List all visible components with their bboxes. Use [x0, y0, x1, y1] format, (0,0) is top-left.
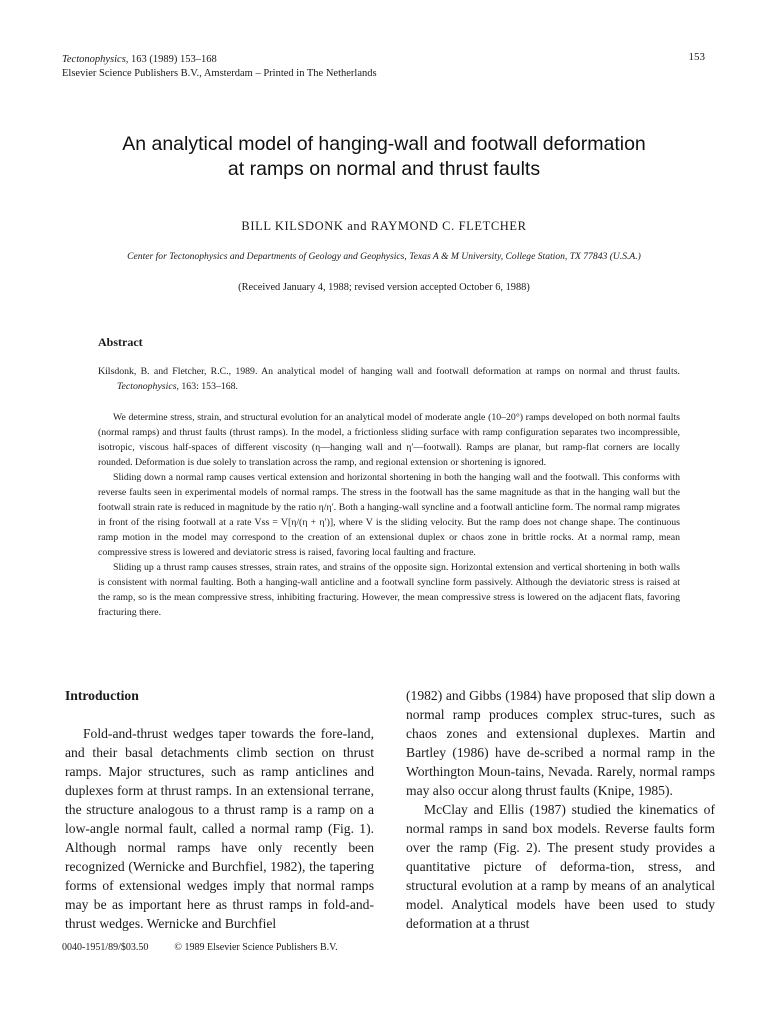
- body-paragraph: Fold-and-thrust wedges taper towards the fore-land, and their basal detachments climb section on thrust ramps. Major structures, such as ramp anticlines and duplexes form at thrust ramps. In an extensional terrane, the structure analogous to a thrust ramp is a ramp on a low-angle normal fault, called a normal ramp (Fig. 1). Although normal ramps have only recently been recognized (Wernicke and Burchfiel, 1982), the tapering forms of extensional wedges imply that normal ramps may be as important here as thrust ramps in fold-and-thrust wedges. Wernicke and Burchfiel: [65, 726, 374, 931]
- body-paragraph: (1982) and Gibbs (1984) have proposed that slip down a normal ramp produces complex struc-tures, such as chaos zones and extensional duplexes. Martin and Bartley (1986) have de-scribed a normal ramp in the Worthington Moun-tains, Nevada. Rarely, normal ramps may also occur along thrust faults (Knipe, 1985).: [406, 688, 715, 798]
- introduction-heading: Introduction: [65, 688, 139, 703]
- authors: BILL KILSDONK and RAYMOND C. FLETCHER: [241, 219, 527, 233]
- citation-journal: Tectonophysics,: [117, 381, 179, 392]
- journal-volume: 163 (1989) 153–168: [128, 54, 217, 65]
- received-dates: (Received January 4, 1988; revised version accepted October 6, 1988): [238, 282, 530, 293]
- abstract-paragraph: Sliding down a normal ramp causes vertical extension and horizontal shortening in both the hanging wall and the footwall. This conforms with reverse faults seen in experimental models of normal ramps. The stress in the footwall has the same magnitude as that in the hanging wall but the footwall strain rate is reduced in magnitude by the ratio η/η′. Both a hanging-wall syncline and a footwall anticline form. The normal ramp migrates in front of the rising footwall at a rate Vss = V[η/(η + η′)], where V is the sliding velocity. But the ramp does not change shape. The continuous ramp motion in the model may correspond to the creation of an extensional duplex or chaos zone in brittle rocks. At a normal ramp, mean compressive stress is lowered and deviatoric stress is raised, favoring local faulting and fracture.: [98, 472, 680, 558]
- copyright-notice: © 1989 Elsevier Science Publishers B.V.: [174, 942, 338, 953]
- abstract-paragraph: We determine stress, strain, and structural evolution for an analytical model of moderate angle (10–20°) ramps developed on both normal faults (normal ramps) and thrust faults (thrust ramps). In the model, a frictionless sliding surface with ramp configuration separates two incompressible, isotropic, viscous half-spaces of different viscosity (η—hanging wall and η′—footwall). Ramps are planar, but ramp-flat corners are locally rounded. Deformation is due solely to translation across the ramp, and regional extension or shortening is ignored.: [98, 412, 680, 468]
- abstract-citation: [98, 364, 680, 394]
- page-number: 153: [688, 51, 705, 63]
- abstract-paragraph: Sliding up a thrust ramp causes stresses, strain rates, and strains of the opposite sign. Horizontal extension and vertical shortening in both walls is consistent with normal faulting. Both a hanging-wall anticline and a footwall syncline form passively. Although the deviatoric stress is raised at the ramp, so is the mean compressive stress, inhibiting fracturing. However, the mean compressive stress is lowered on the adjacent flats, favoring fracturing there.: [98, 562, 680, 618]
- issn-code: 0040-1951/89/$03.50: [62, 942, 149, 953]
- title-line-2: at ramps on normal and thrust faults: [227, 158, 541, 180]
- body-column-left: [65, 686, 374, 933]
- abstract-body: [98, 364, 680, 620]
- journal-header: [62, 53, 377, 81]
- affiliation: Center for Tectonophysics and Departments of Geology and Geophysics, Texas A & M University, College Station, TX 77843 (U.S.A.): [127, 251, 641, 262]
- paper-title: [30, 132, 738, 182]
- publisher-line: Elsevier Science Publishers B.V., Amsterdam – Printed in The Netherlands: [62, 68, 377, 79]
- abstract-heading: Abstract: [98, 335, 143, 349]
- citation-authors-title: Kilsdonk, B. and Fletcher, R.C., 1989. An analytical model of hanging wall and footwall deformation at ramps on normal and thrust faults.: [98, 366, 680, 377]
- title-line-1: An analytical model of hanging-wall and footwall deformation: [122, 133, 646, 155]
- journal-name: Tectonophysics,: [62, 54, 129, 65]
- body-column-right: [406, 686, 715, 933]
- body-paragraph: McClay and Ellis (1987) studied the kinematics of normal ramps in sand box models. Reverse faults form over the ramp (Fig. 2). The present study provides a quantitative picture of deforma-tion, stress, and structural evolution at a ramp by means of an analytical model. Analytical models have been used to study deformation at a thrust: [406, 802, 715, 931]
- citation-pages: 163: 153–168.: [178, 381, 239, 392]
- page-footer: [62, 942, 338, 953]
